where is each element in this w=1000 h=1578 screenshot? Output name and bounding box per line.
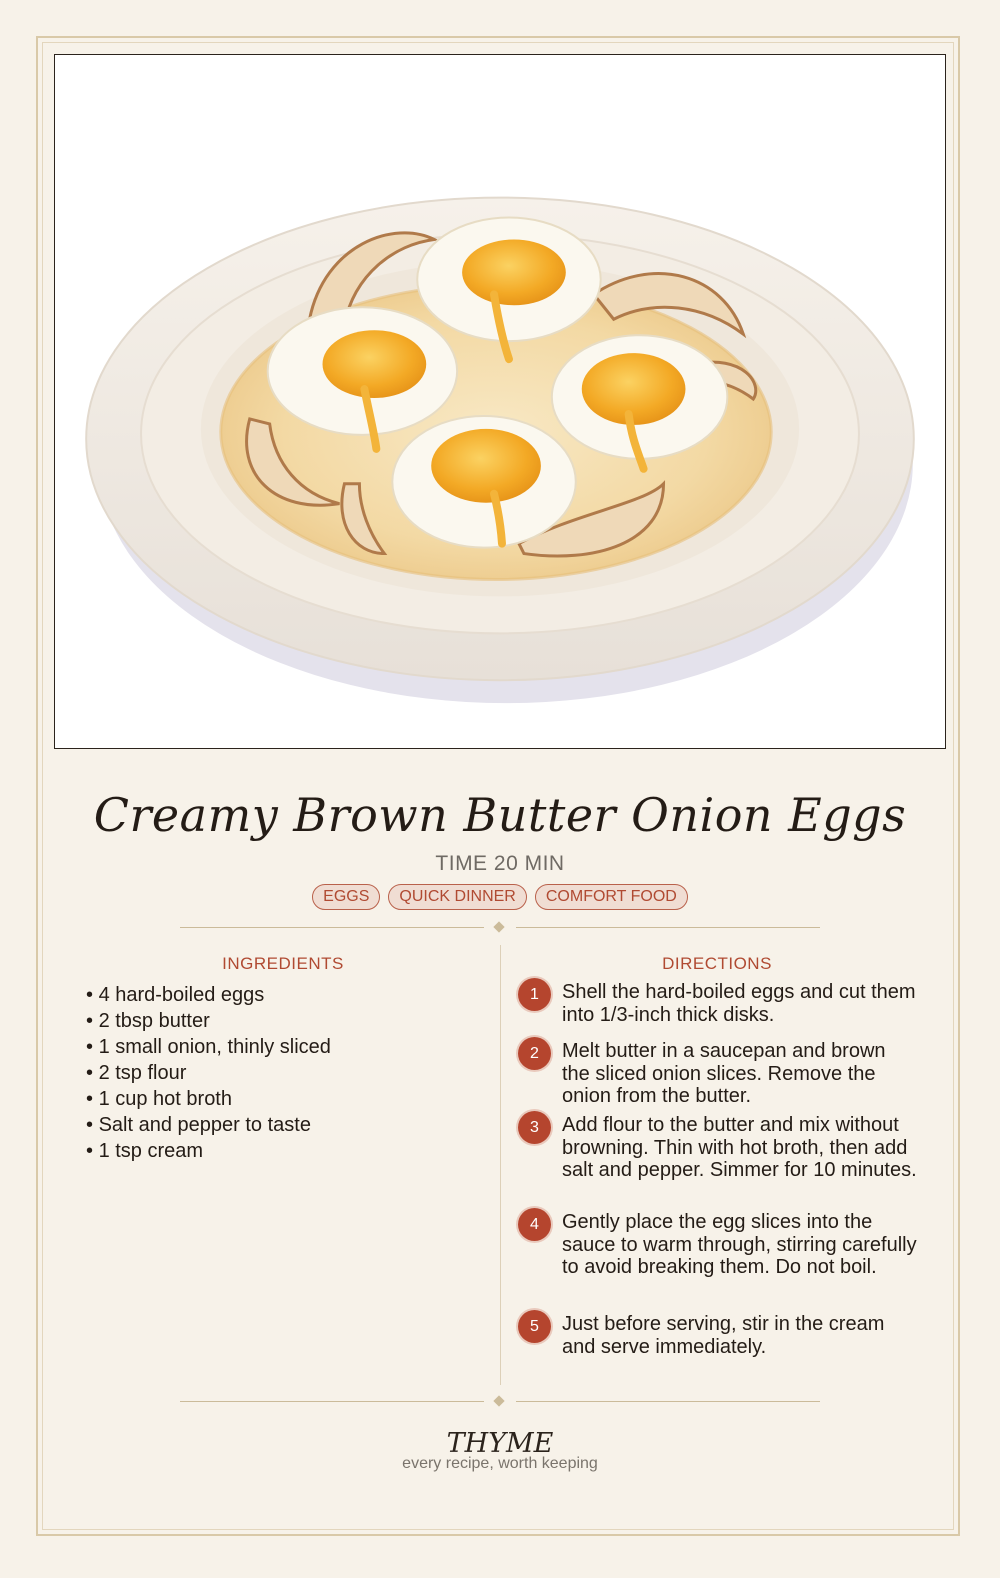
step-number-badge: 4 [518,1208,551,1241]
ingredient-item: • 4 hard-boiled eggs [86,982,476,1008]
step-text: Add flour to the butter and mix without browning. Thin with hot broth, then add salt and pepper. Simmer for 10 minutes. [562,1114,917,1181]
step-number-badge: 1 [518,978,551,1011]
step-text: Shell the hard-boiled eggs and cut them into 1/3-inch thick disks. [562,981,916,1026]
step-text: Just before serving, stir in the cream and serve immediately. [562,1313,885,1358]
step-text: Gently place the egg slices into the sauce to warm through, stirring carefully to avoid breaking them. Do not boil. [562,1211,917,1278]
recipe-title: Creamy Brown Butter Onion Eggs [93,788,907,842]
tag-comfort-food[interactable]: COMFORT FOOD [535,884,688,910]
step-number-badge: 5 [518,1310,551,1343]
ingredient-list [86,982,476,1164]
ingredient-item: • 2 tsp flour [86,1060,476,1086]
ingredient-item: • 1 tsp cream [86,1138,476,1164]
bottom-divider [180,1396,820,1408]
step-text: Melt butter in a saucepan and brown the sliced onion slices. Remove the onion from the butter. [562,1040,886,1107]
tag-list [0,884,1000,910]
brand-name: THYME [446,1428,554,1459]
brand-tagline: every recipe, worth keeping [402,1455,598,1472]
tag-eggs[interactable]: EGGS [312,884,380,910]
diamond-ornament-icon [493,921,504,932]
ingredient-item: • Salt and pepper to taste [86,1112,476,1138]
top-divider [180,922,820,934]
dish-illustration [54,54,946,749]
ingredient-item: • 1 cup hot broth [86,1086,476,1112]
directions-heading: DIRECTIONS [662,954,772,973]
column-divider [500,945,501,1385]
tag-quick-dinner[interactable]: QUICK DINNER [388,884,526,910]
ingredient-item: • 2 tbsp butter [86,1008,476,1034]
diamond-ornament-icon [493,1395,504,1406]
step-number-badge: 2 [518,1037,551,1070]
ingredients-heading: INGREDIENTS [222,954,344,973]
step-number-badge: 3 [518,1111,551,1144]
ingredient-item: • 1 small onion, thinly sliced [86,1034,476,1060]
cook-time: TIME 20 MIN [435,852,565,875]
